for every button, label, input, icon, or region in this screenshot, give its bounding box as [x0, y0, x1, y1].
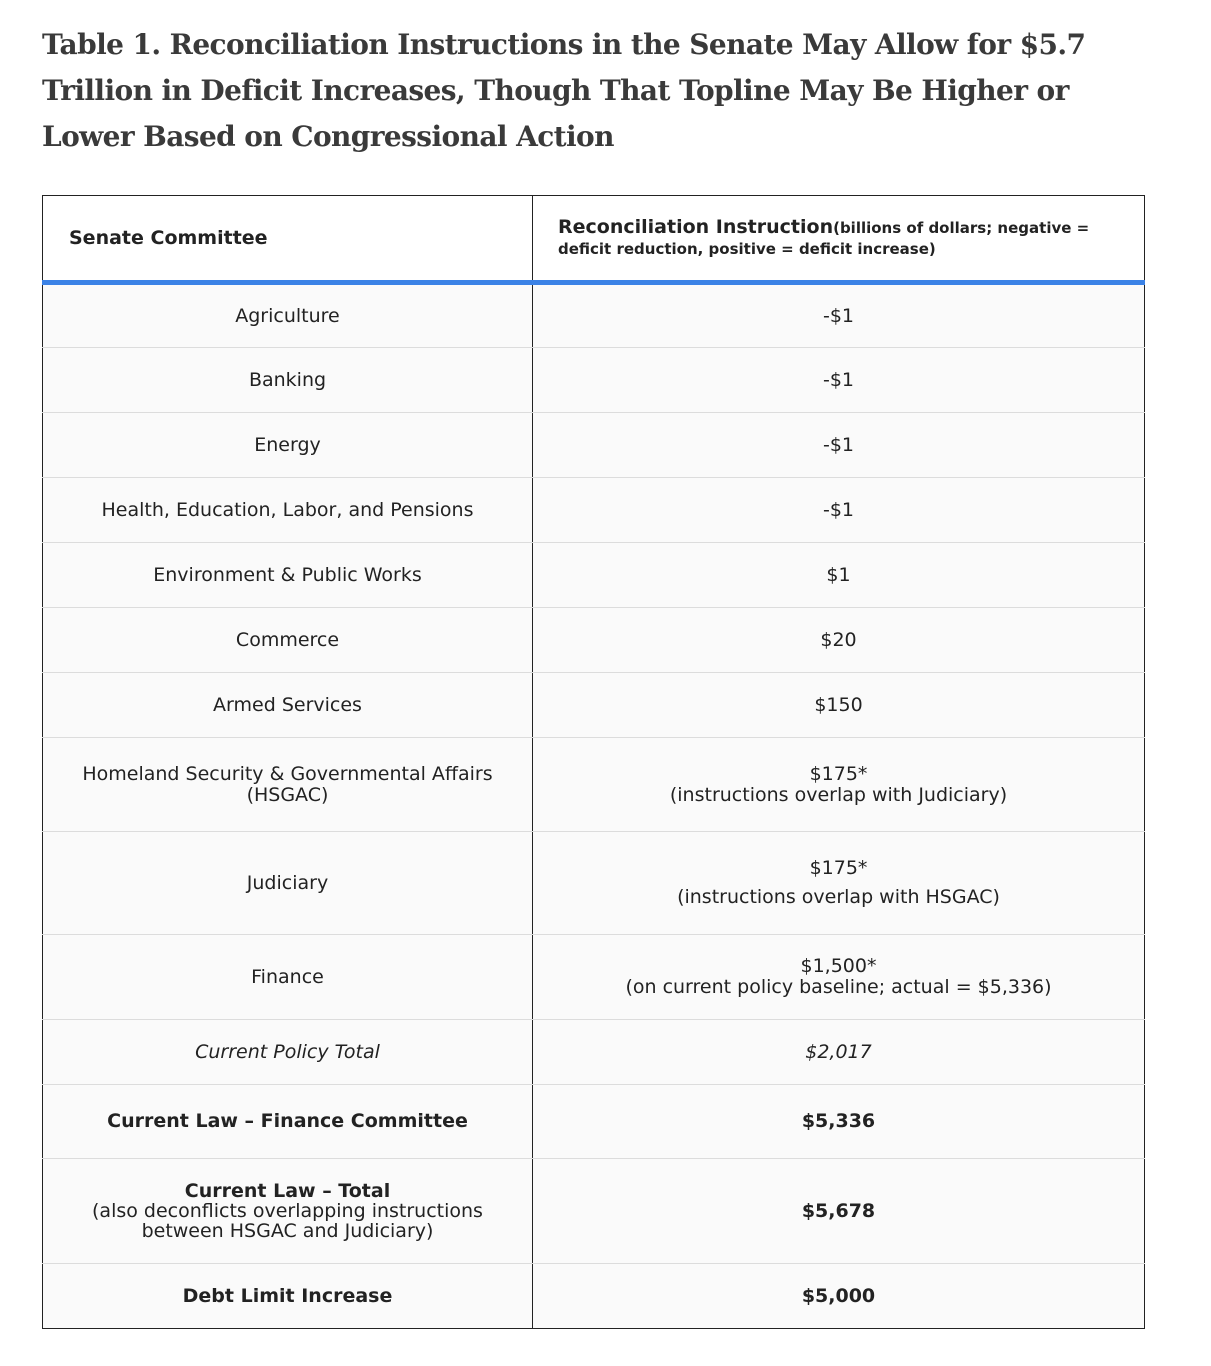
committee-cell: Banking — [43, 348, 533, 413]
debt-limit-label: Debt Limit Increase — [43, 1264, 533, 1329]
value-cell: -$1 — [533, 478, 1145, 543]
table-row — [43, 348, 1145, 413]
value-amount: $175* — [809, 762, 868, 785]
value-amount: $1,500* — [800, 955, 877, 977]
value-note: (instructions overlap with Judiciary) — [669, 783, 1008, 806]
committee-cell: Environment & Public Works — [43, 543, 533, 608]
table-row — [43, 283, 1145, 348]
header-senate-committee: Senate Committee — [43, 196, 533, 283]
current-law-finance-row — [43, 1085, 1145, 1159]
current-law-finance-value: $5,336 — [533, 1085, 1145, 1159]
current-law-total-note: (also deconflicts overlapping instructions between HSGAC and Judiciary) — [92, 1200, 483, 1242]
header-instruction-note: (billions of dollars; negative = deficit reduction, positive = deficit increase) — [558, 219, 1090, 258]
value-note: (instructions overlap with HSGAC) — [677, 886, 1000, 908]
value-cell: $20 — [533, 608, 1145, 673]
current-policy-total-label: Current Policy Total — [43, 1020, 533, 1085]
reconciliation-table — [42, 195, 1145, 1329]
value-cell — [533, 832, 1145, 935]
value-cell: $150 — [533, 673, 1145, 738]
current-policy-total-value: $2,017 — [533, 1020, 1145, 1085]
value-cell: $1 — [533, 543, 1145, 608]
current-law-total-value: $5,678 — [533, 1159, 1145, 1264]
committee-cell: Health, Education, Labor, and Pensions — [43, 478, 533, 543]
table-row — [43, 608, 1145, 673]
table-row — [43, 935, 1145, 1020]
committee-cell: Homeland Security & Governmental Affairs (HSGAC) — [43, 738, 533, 832]
table-row — [43, 413, 1145, 478]
header-reconciliation-instruction — [533, 196, 1145, 283]
current-law-total-row — [43, 1159, 1145, 1264]
committee-cell: Energy — [43, 413, 533, 478]
header-instruction-main: Reconciliation Instruction — [558, 216, 834, 238]
committee-cell: Agriculture — [43, 283, 533, 348]
table-row — [43, 832, 1145, 935]
value-cell: -$1 — [533, 413, 1145, 478]
table-row — [43, 478, 1145, 543]
value-cell — [533, 738, 1145, 832]
current-law-total-label: Current Law – Total — [184, 1180, 391, 1202]
value-cell: -$1 — [533, 283, 1145, 348]
committee-cell: Judiciary — [43, 832, 533, 935]
debt-limit-row — [43, 1264, 1145, 1329]
table-row — [43, 673, 1145, 738]
value-cell: -$1 — [533, 348, 1145, 413]
table-row — [43, 543, 1145, 608]
current-law-total-cell — [43, 1159, 533, 1264]
committee-cell: Armed Services — [43, 673, 533, 738]
table-row — [43, 738, 1145, 832]
value-note: (on current policy baseline; actual = $5,336) — [625, 976, 1052, 998]
table-header-row — [43, 196, 1145, 283]
value-amount: $175* — [809, 857, 868, 879]
table-title: Table 1. Reconciliation Instructions in the Senate May Allow for $5.7 Trillion in Deficit Increases, Though That Topline May Be Higher or Lower Based on Congressional Action — [42, 28, 1086, 153]
value-cell — [533, 935, 1145, 1020]
committee-cell: Commerce — [43, 608, 533, 673]
current-law-finance-label: Current Law – Finance Committee — [43, 1085, 533, 1159]
current-policy-total-row — [43, 1020, 1145, 1085]
committee-cell: Finance — [43, 935, 533, 1020]
debt-limit-value: $5,000 — [533, 1264, 1145, 1329]
